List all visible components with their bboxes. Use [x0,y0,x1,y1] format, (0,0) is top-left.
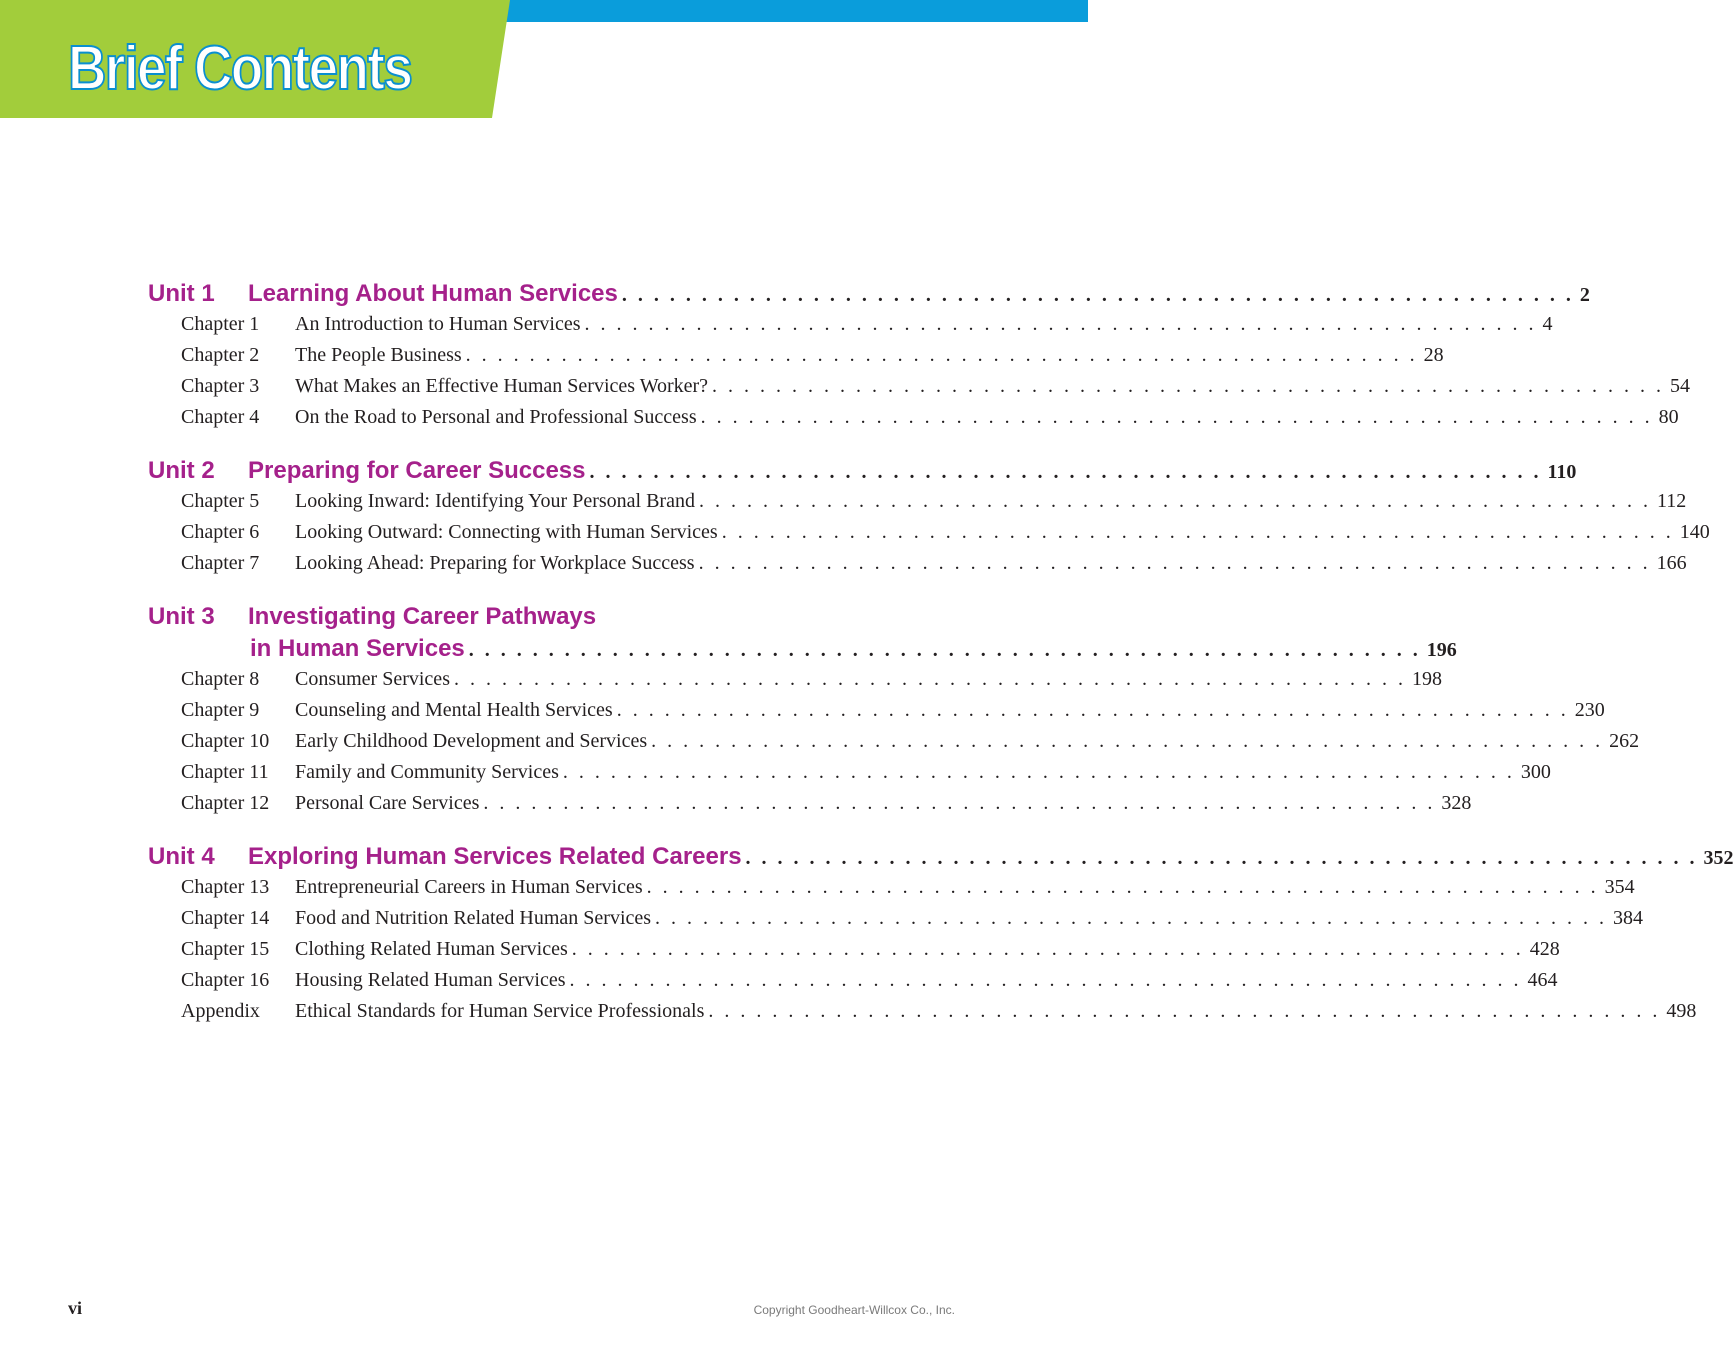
leader-dots: . . . . . . . . . . . . . . . . . . . . . . . . . . . . . . . . . . . . . . . . . . . . . . . . . . . . . . . . . . . . [721,521,1674,543]
leader-dots: . . . . . . . . . . . . . . . . . . . . . . . . . . . . . . . . . . . . . . . . . . . . . . . . . . . . . . . . . . . . [465,344,1418,366]
chapter-label: Chapter 2 [181,344,260,366]
leader-dots: . . . . . . . . . . . . . . . . . . . . . . . . . . . . . . . . . . . . . . . . . . . . . . . . . . . . . . . . . . . . [698,552,1651,574]
leader-dots: . . . . . . . . . . . . . . . . . . . . . . . . . . . . . . . . . . . . . . . . . . . . . . . . . . . . . . . . . . . . [453,668,1406,690]
page-number: 384 [1613,907,1644,929]
leader-fill [295,761,1551,784]
unit-label: Unit 2 [148,457,215,484]
leader-fill [295,730,1640,753]
chapter-title: On the Road to Personal and Professional Success [295,406,701,429]
leader-dots: . . . . . . . . . . . . . . . . . . . . . . . . . . . . . . . . . . . . . . . . . . . . . . . . . . . . . . . . . . . . [745,847,1698,869]
leader-dots: . . . . . . . . . . . . . . . . . . . . . . . . . . . . . . . . . . . . . . . . . . . . . . . . . . . . . . . . . . . . [562,761,1515,783]
page-number: 498 [1666,1000,1697,1022]
unit-title: Exploring Human Services Related Careers [248,843,746,871]
leader-dots: . . . . . . . . . . . . . . . . . . . . . . . . . . . . . . . . . . . . . . . . . . . . . . . . . . . . . . . . . . . . [569,969,1522,991]
leader-fill [295,552,1687,575]
leader-dots: . . . . . . . . . . . . . . . . . . . . . . . . . . . . . . . . . . . . . . . . . . . . . . . . . . . . . . . . . . . . [584,313,1537,335]
page-number: 110 [1547,461,1577,483]
chapter-title: Clothing Related Human Services [295,938,572,961]
chapter-title: Consumer Services [295,668,454,691]
toc-chapter-row[interactable] [0,344,1444,370]
chapter-label: Chapter 11 [181,761,269,783]
leader-dots: . . . . . . . . . . . . . . . . . . . . . . . . . . . . . . . . . . . . . . . . . . . . . . . . . . . . . . . . . . . . [483,792,1436,814]
leader-dots: . . . . . . . . . . . . . . . . . . . . . . . . . . . . . . . . . . . . . . . . . . . . . . . . . . . . . . . . . . . . [468,639,1421,661]
toc-unit-row[interactable] [0,843,1734,873]
chapter-title: Family and Community Services [295,761,563,784]
leader-fill [295,490,1687,513]
page-number: vi [68,1298,83,1318]
chapter-label: Chapter 16 [181,969,270,991]
chapter-label: Chapter 9 [181,699,260,721]
leader-fill [295,406,1679,429]
page-number: 300 [1520,761,1551,783]
leader-dots: . . . . . . . . . . . . . . . . . . . . . . . . . . . . . . . . . . . . . . . . . . . . . . . . . . . . . . . . . . . . [651,730,1604,752]
page-number: 198 [1411,668,1442,690]
chapter-title: Looking Outward: Connecting with Human Services [295,521,722,544]
page-number: 262 [1609,730,1640,752]
leader-fill [295,876,1635,899]
page-title: Brief Contents [68,34,412,103]
page-number: 112 [1656,490,1687,512]
chapter-label: Chapter 8 [181,668,260,690]
toc-chapter-row[interactable] [0,969,1558,995]
chapter-label: Chapter 3 [181,375,260,397]
chapter-title: Food and Nutrition Related Human Services [295,907,655,930]
page-number: 428 [1529,938,1560,960]
leader-dots: . . . . . . . . . . . . . . . . . . . . . . . . . . . . . . . . . . . . . . . . . . . . . . . . . . . . . . . . . . . . [621,284,1574,306]
toc-chapter-row[interactable] [0,761,1551,787]
leader-fill [295,792,1472,815]
page-number: 2 [1579,284,1590,306]
leader-fill [295,907,1644,930]
toc-unit-row-continued[interactable] [0,635,1457,665]
chapter-title: Looking Inward: Identifying Your Personal Brand [295,490,699,513]
toc-unit-row[interactable] [0,457,1577,487]
chapter-title: Personal Care Services [295,792,483,815]
chapter-label: Chapter 7 [181,552,260,574]
chapter-label: Chapter 6 [181,521,260,543]
unit-title-line2: in Human Services [250,635,469,663]
chapter-title: What Makes an Effective Human Services Worker? [295,375,712,398]
page-number: 28 [1423,344,1444,366]
chapter-label: Appendix [181,1000,260,1022]
leader-fill [295,1000,1697,1023]
toc-chapter-row[interactable] [0,907,1644,933]
leader-fill [295,521,1710,544]
page-number: 140 [1679,521,1710,543]
leader-fill [295,375,1691,398]
chapter-title: Counseling and Mental Health Services [295,699,617,722]
toc-chapter-row[interactable] [0,876,1635,902]
toc-chapter-row[interactable] [0,375,1691,401]
page-number: 80 [1658,406,1679,428]
unit-title: Learning About Human Services [248,280,622,308]
chapter-title: Ethical Standards for Human Service Professionals [295,1000,708,1023]
leader-fill [295,699,1605,722]
leader-dots: . . . . . . . . . . . . . . . . . . . . . . . . . . . . . . . . . . . . . . . . . . . . . . . . . . . . . . . . . . . . [698,490,1651,512]
chapter-label: Chapter 12 [181,792,270,814]
leader-dots: . . . . . . . . . . . . . . . . . . . . . . . . . . . . . . . . . . . . . . . . . . . . . . . . . . . . . . . . . . . . [712,375,1665,397]
leader-dots: . . . . . . . . . . . . . . . . . . . . . . . . . . . . . . . . . . . . . . . . . . . . . . . . . . . . . . . . . . . . [616,699,1569,721]
chapter-title: Early Childhood Development and Services [295,730,651,753]
toc-chapter-row[interactable] [0,521,1710,547]
leader-dots: . . . . . . . . . . . . . . . . . . . . . . . . . . . . . . . . . . . . . . . . . . . . . . . . . . . . . . . . . . . . [700,406,1653,428]
toc-unit-row[interactable] [0,280,1590,310]
toc-chapter-row[interactable] [0,730,1640,756]
leader-dots: . . . . . . . . . . . . . . . . . . . . . . . . . . . . . . . . . . . . . . . . . . . . . . . . . . . . . . . . . . . . [655,907,1608,929]
leader-fill [248,843,1734,871]
unit-label: Unit 4 [148,843,215,870]
unit-label: Unit 1 [148,280,215,307]
leader-fill [295,668,1442,691]
leader-dots: . . . . . . . . . . . . . . . . . . . . . . . . . . . . . . . . . . . . . . . . . . . . . . . . . . . . . . . . . . . . [571,938,1524,960]
chapter-label: Chapter 15 [181,938,270,960]
leader-fill [295,969,1558,992]
chapter-label: Chapter 4 [181,406,260,428]
chapter-title: Looking Ahead: Preparing for Workplace Success [295,552,699,575]
page-number: 196 [1426,639,1457,661]
chapter-label: Chapter 13 [181,876,270,898]
chapter-title: Housing Related Human Services [295,969,570,992]
toc-chapter-row[interactable] [0,406,1679,432]
leader-dots: . . . . . . . . . . . . . . . . . . . . . . . . . . . . . . . . . . . . . . . . . . . . . . . . . . . . . . . . . . . . [646,876,1599,898]
leader-fill [295,344,1444,367]
unit-label: Unit 3 [148,603,215,630]
unit-title: Preparing for Career Success [248,457,590,485]
toc-chapter-row[interactable] [0,668,1442,694]
chapter-label: Chapter 14 [181,907,270,929]
leader-fill [250,635,1457,663]
toc-chapter-row[interactable] [0,699,1605,725]
toc-chapter-row[interactable] [0,490,1687,516]
page-number: 166 [1656,552,1687,574]
chapter-title: An Introduction to Human Services [295,313,585,336]
leader-fill [295,938,1560,961]
toc-chapter-row[interactable] [0,792,1472,818]
chapter-label: Chapter 10 [181,730,270,752]
copyright-notice: Copyright Goodheart-Willcox Co., Inc. [753,1303,955,1317]
toc-chapter-row[interactable] [0,552,1687,578]
page-number: 328 [1441,792,1472,814]
toc-chapter-row[interactable] [0,313,1553,339]
unit-title: Investigating Career Pathways [248,603,597,630]
chapter-label: Chapter 5 [181,490,260,512]
page-number: 354 [1604,876,1635,898]
page-number: 4 [1542,313,1553,335]
toc-unit-row[interactable] [0,603,1088,633]
toc-chapter-row[interactable] [0,1000,1697,1026]
toc-chapter-row[interactable] [0,938,1560,964]
leader-fill [248,280,1590,308]
page-number: 352 [1703,847,1734,869]
leader-dots: . . . . . . . . . . . . . . . . . . . . . . . . . . . . . . . . . . . . . . . . . . . . . . . . . . . . . . . . . . . . [589,461,1542,483]
leader-dots: . . . . . . . . . . . . . . . . . . . . . . . . . . . . . . . . . . . . . . . . . . . . . . . . . . . . . . . . . . . . [708,1000,1661,1022]
leader-fill [295,313,1553,336]
chapter-title: Entrepreneurial Careers in Human Services [295,876,647,899]
page-number: 464 [1527,969,1558,991]
page-number: 54 [1670,375,1691,397]
page-number: 230 [1574,699,1605,721]
chapter-title: The People Business [295,344,466,367]
chapter-label: Chapter 1 [181,313,260,335]
leader-fill [248,457,1577,485]
